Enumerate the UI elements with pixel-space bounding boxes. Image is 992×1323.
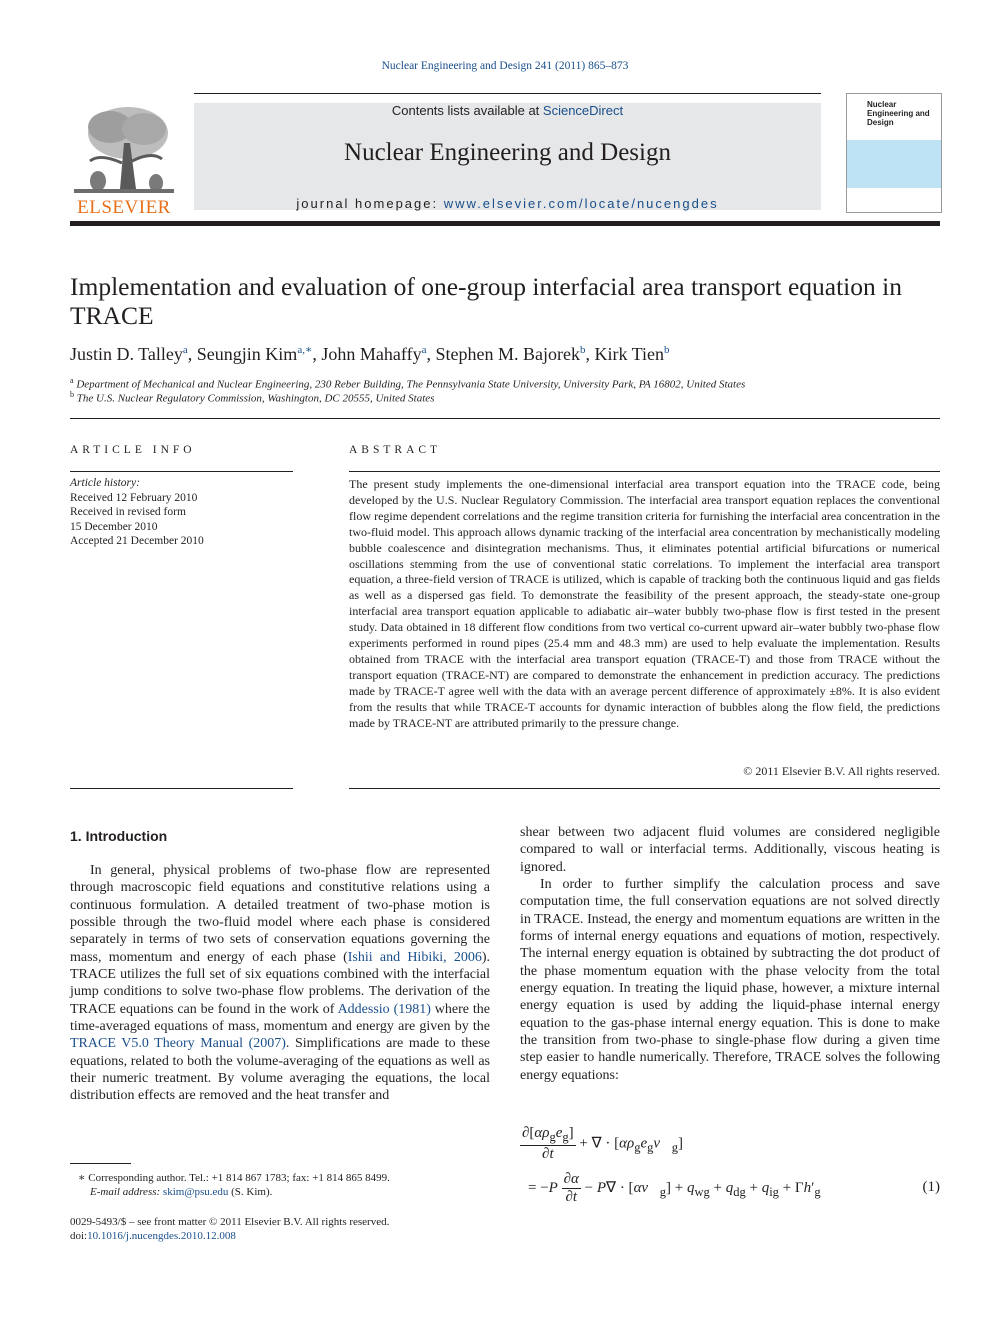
author-list: Justin D. Talley$^a$, Seungjin Kim$^{a,∗}$, John Mahaffy$^a$, Stephen M. Bajorek$^b$, Kirk Tien$^b$ [70,344,670,364]
received-date: Received 12 February 2010 [70,491,198,504]
body-column-left [70,862,490,1105]
affiliation-mark: b [70,390,74,399]
text-run: . Simplifications are made to these equations, related to both the volume-averaging of the equations as well as their numeric treatment. By volume averaging the equations, the local distribution effects are removed and the heat transfer and [70,1036,490,1104]
affiliation [70,376,950,391]
article-title: Implementation and evaluation of one-group interfacial area transport equation in TRACE [70,272,902,330]
equation-number: (1) [922,1179,940,1195]
citation-link[interactable]: Addessio (1981) [337,1001,431,1017]
revised-date: 15 December 2010 [70,520,158,533]
author-affiliation-mark[interactable]: b [663,344,670,356]
equation-line-1: $\frac{\partial[\alpha\rho_ge_g]}{\partial t}$ + ∇ · $[\alpha\rho_ge_gv⃗_g]$ [522,1125,683,1162]
text-run: In general, physical problems of two-phase flow are represented through macroscopic field equations and constitutive relations using a continuous formulation. A detailed treatment of two-phase motion is possible through the two-fluid model where each phase is considered separately in terms of two sets of conservation equations governing the mass, momentum and energy of each phase ( [70,863,490,965]
homepage-prefix: journal homepage: [296,196,444,211]
cover-color-band [847,140,941,188]
author-affiliation-mark[interactable]: a [182,344,188,356]
article-info-label: ARTICLE INFO [70,444,196,456]
abstract-text: The present study implements the one-dimensional interfacial area transport equation into the TRACE code, being developed by the U.S. Nuclear Regulatory Commission. The interfacial area transport equation replaces the conventional flow regime dependent correlations and the regime transition criteria for furnishing the interfacial area concentration in the two-fluid model. This approach allows dynamic tracking of the interfacial area concentration by mechanistically modeling bubble coalescence and disintegration mechanisms. Thus, it eliminates potential artificial bifurcations or numerical oscillations stemming from the use of conventional static correlations. To implement the interfacial area transport equation, a three-field version of TRACE is utilized, which is capable of tracking both the continuous liquid and gas fields as well as a dispersed gas field. To demonstrate the feasibility of the present approach, the steady-state one-group interfacial area transport equation applicable to adiabatic air–water bubbly two-phase flow is first tested in the present study. Data obtained in 18 different flow conditions from two vertical co-current upward air–water bubbly two-phase flow experiments performed in round pipes (25.4 mm and 48.3 mm) are used to help evaluate the implementation. Results obtained from TRACE with the interfacial area transport equation (TRACE-T) and those from TRACE without the transport equation (TRACE-NT) are compared to demonstrate the enhancement in prediction accuracy. The predictions made by TRACE-T agree well with the data with an average percent difference of approximately ±8%. It is also evident from the results that while TRACE-T accounts for dynamic interaction of bubbles along the flow field, the predictions made by TRACE-NT are attributed primarily to the pressure change. [349,477,940,730]
accepted-date: Accepted 21 December 2010 [70,535,204,547]
abstract-bottom-rule [349,788,940,789]
email-link[interactable]: skim@psu.edu [162,1186,229,1198]
equation-fraction: $\frac{\partial\alpha}{\partial t}$ [563,1171,579,1205]
homepage-line [194,196,821,211]
contents-line [194,103,821,118]
doi-link[interactable]: 10.1016/j.nucengdes.2010.12.008 [87,1230,236,1242]
affiliation-text: The U.S. Nuclear Regulatory Commission, Washington, DC 20555, United States [76,392,435,405]
journal-citation[interactable]: Nuclear Engineering and Design 241 (2011) 865–873 [381,60,629,72]
masthead-top-rule [194,93,821,94]
affiliation-mark: a [70,376,74,385]
doi-line [70,1230,490,1242]
author-affiliation-mark[interactable]: a,∗ [297,344,313,356]
author-affiliation-mark[interactable]: b [579,344,586,356]
citation-link[interactable]: Ishii and Hibiki, 2006 [347,949,482,965]
masthead-bottom-rule [70,221,940,226]
equation-1 [520,1125,940,1210]
cover-title: Nuclear Engineering and Design [867,100,930,127]
citation-link[interactable]: TRACE V5.0 Theory Manual (2007) [70,1036,286,1052]
author-name: Justin D. Talley [70,344,183,364]
text-run: where the time-averaged equations of mass, momentum and energy are given by the [70,1001,490,1035]
journal-masthead [70,93,940,218]
author-name: Kirk Tien [594,344,664,364]
section-heading: 1. Introduction [70,828,168,844]
email-suffix: (S. Kim). [228,1186,273,1198]
header-divider [70,418,940,419]
homepage-link[interactable]: www.elsevier.com/locate/nucengdes [443,196,719,211]
journal-cover-thumbnail [846,93,942,213]
author-affiliation-mark[interactable]: a [421,344,427,356]
equation-fraction: $\frac{\partial[\alpha\rho_ge_g]}{\partial t}$ [522,1125,574,1162]
contents-prefix: Contents lists available at [391,103,543,118]
copyright-notice: © 2011 Elsevier B.V. All rights reserved. [743,764,940,778]
email-label: E-mail address: [90,1186,163,1198]
sciencedirect-link[interactable]: ScienceDirect [542,103,624,118]
affiliation [70,390,950,405]
revised-label: Received in revised form [70,506,186,518]
corresponding-author-footnote: ∗ Corresponding author. Tel.: +1 814 867 1783; fax: +1 814 865 8499. [78,1172,390,1184]
body-column-right [520,824,940,1084]
equation-line-2: = −P $\frac{\partial\alpha}{\partial t}$ − $P\nabla \cdot [\alpha v⃗_g] + q_{wg} + q_{dg} + q_{ig} + \Gamma h'_g$ [528,1171,821,1205]
issn-line: 0029-5493/$ – see front matter © 2011 Elsevier B.V. All rights reserved. [70,1216,390,1228]
article-info-bottom-rule [70,788,293,789]
article-history [70,476,300,549]
affiliation-text: Department of Mechanical and Nuclear Engineering, 230 Reber Building, The Pennsylvania State University, University Park, PA 16802, United States [76,378,746,391]
doi-label: doi: [70,1230,88,1242]
paragraph: In order to further simplify the calculation process and save computation time, the full conservation equations are not solved directly in TRACE. Instead, the energy and momentum equations are written in the forms of internal energy equations and equations of motion, respectively. The internal energy equation is obtained by subtracting the dot product of the phase momentum equation with the phase velocity from the total energy equation. In treating the liquid phase, however, a mixture internal energy equation is used by adding the liquid-phase internal energy equation to the gas-phase internal energy equation. This is done to make the transition from two-phase to single-phase flow during a given time step easier to handle numerically. Therefore, TRACE solves the following energy equations: [520,877,940,1083]
abstract-rule [349,471,940,472]
author-name: Stephen M. Bajorek [435,344,580,364]
author-name: Seungjin Kim [196,344,298,364]
abstract-label: ABSTRACT [349,444,442,456]
paragraph: shear between two adjacent fluid volumes are considered negligible compared to wall or interfacial terms. Additionally, viscous heating is ignored. [520,825,940,875]
author-name: John Mahaffy [321,344,422,364]
journal-title: Nuclear Engineering and Design [344,139,671,166]
publisher-name: ELSEVIER [77,197,171,218]
text-run: ). TRACE utilizes the full set of six equations combined with the interfacial jump conditions to solve two-phase flow problems. The derivation of the TRACE equations can be found in the work of [70,949,490,1017]
history-label: Article history: [70,477,140,489]
paragraph [70,862,490,1105]
footnote-rule [70,1163,131,1164]
email-footnote [90,1186,510,1198]
article-info-rule [70,471,293,472]
